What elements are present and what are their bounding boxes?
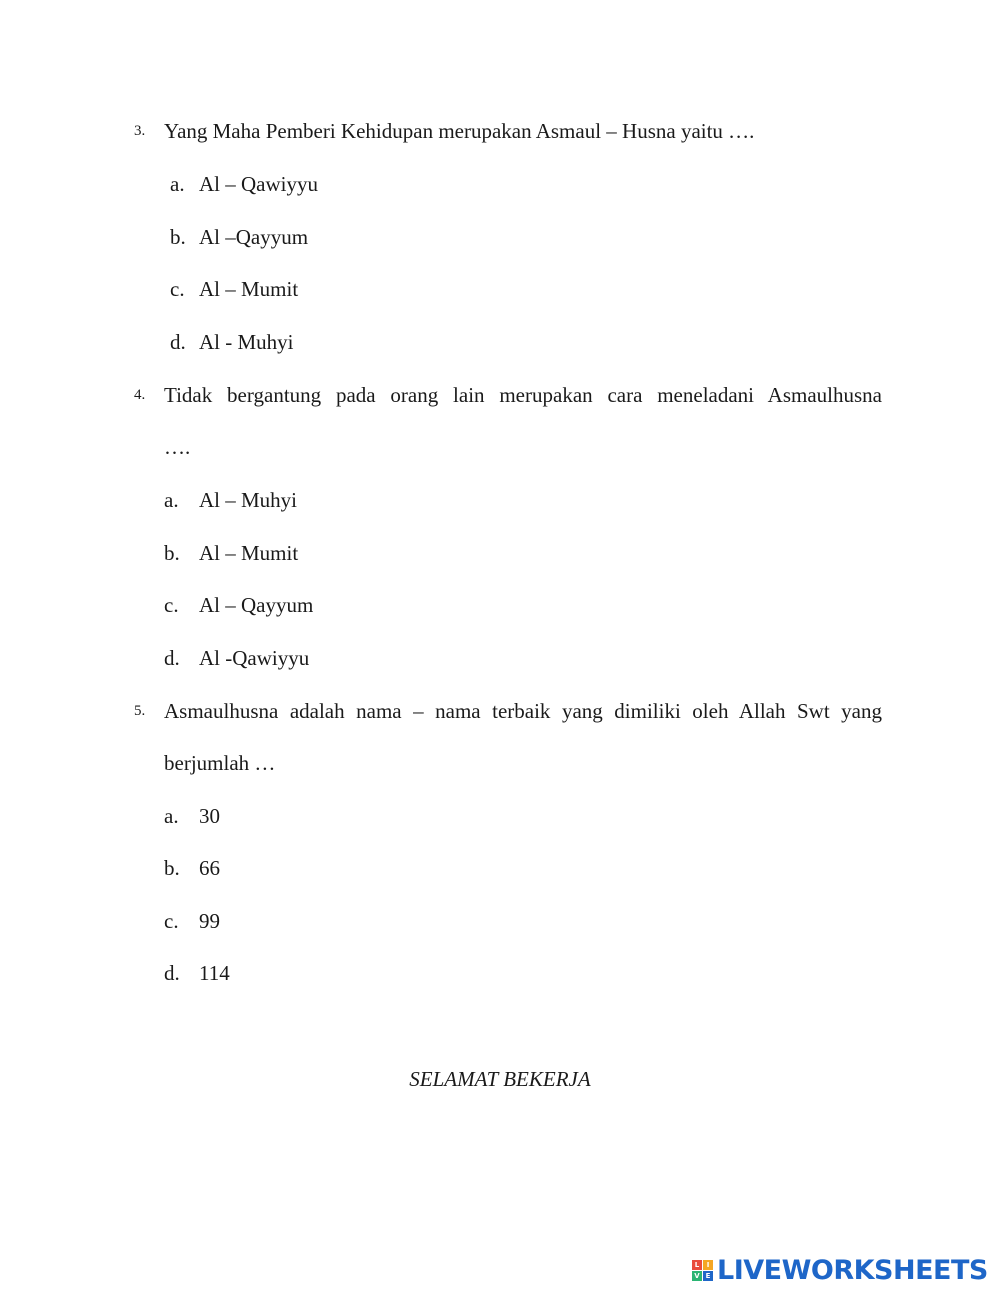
question-text-continued: ….	[164, 435, 191, 459]
option-text: Al - Muhyi	[199, 330, 294, 354]
option-text: Al -Qawiyyu	[199, 646, 310, 670]
logo-grid-icon	[692, 1260, 713, 1281]
option-letter: c.	[170, 277, 185, 301]
option-text: Al – Muhyi	[199, 488, 298, 512]
question-text: Tidak bergantung pada orang lain merupakan cara meneladani Asmaulhusna	[164, 383, 882, 407]
logo-cell: V	[692, 1271, 702, 1281]
option-letter: b.	[164, 856, 180, 880]
option-letter: c.	[164, 593, 179, 617]
question-text: Yang Maha Pemberi Kehidupan merupakan Asmaul – Husna yaitu ….	[164, 119, 755, 143]
logo-cell: I	[703, 1260, 713, 1270]
option-letter: d.	[164, 961, 180, 985]
question-text-continued: berjumlah …	[164, 751, 276, 775]
option-letter: a.	[164, 488, 179, 512]
option-letter: d.	[164, 646, 180, 670]
option-text: Al – Mumit	[199, 277, 299, 301]
question-number: 4.	[134, 387, 146, 403]
closing-text: SELAMAT BEKERJA	[409, 1067, 591, 1091]
option-text: 66	[199, 856, 220, 880]
liveworksheets-logo	[692, 1255, 988, 1285]
option-text: Al – Mumit	[199, 541, 299, 565]
logo-text: LIVEWORKSHEETS	[717, 1254, 988, 1286]
option-letter: b.	[170, 225, 186, 249]
option-text: 30	[199, 804, 220, 828]
option-text: 114	[199, 961, 230, 985]
option-text: Al –Qayyum	[199, 225, 309, 249]
option-letter: d.	[170, 330, 186, 354]
option-letter: a.	[170, 172, 185, 196]
option-text: Al – Qawiyyu	[199, 172, 318, 196]
question-text: Asmaulhusna adalah nama – nama terbaik yang dimiliki oleh Allah Swt yang	[164, 699, 882, 723]
question-number: 3.	[134, 123, 146, 139]
option-text: 99	[199, 909, 220, 933]
option-letter: a.	[164, 804, 179, 828]
question-number: 5.	[134, 703, 146, 719]
option-letter: c.	[164, 909, 179, 933]
option-text: Al – Qayyum	[199, 593, 314, 617]
option-letter: b.	[164, 541, 180, 565]
logo-cell: E	[703, 1271, 713, 1281]
logo-cell: L	[692, 1260, 702, 1270]
